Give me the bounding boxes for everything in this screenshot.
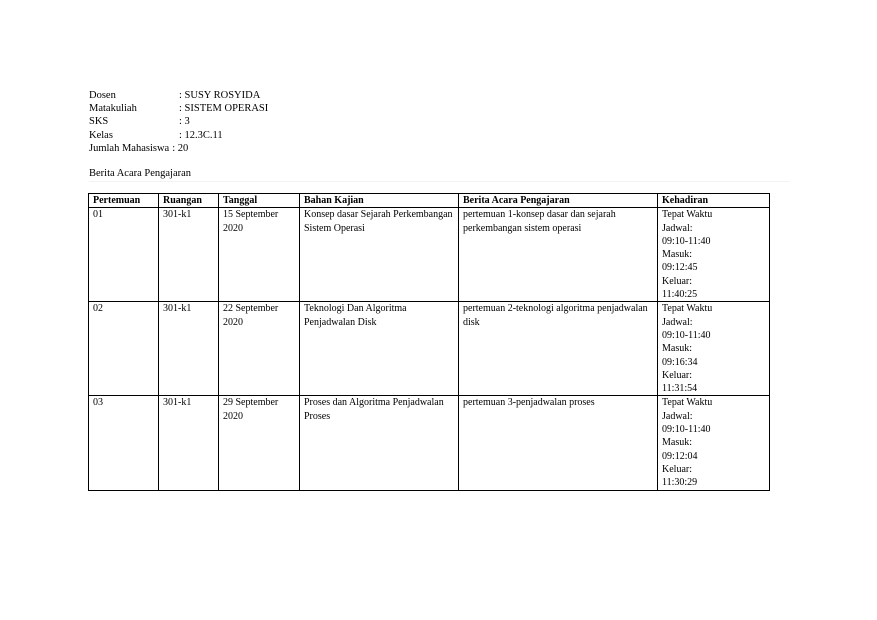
kehadiran-jadwal-value: 09:10-11:40 <box>662 329 711 341</box>
cell-tanggal: 15 September 2020 <box>219 208 300 302</box>
cell-kehadiran <box>658 396 770 490</box>
cell-bahan-kajian: Proses dan Algoritma Penjadwalan Proses <box>300 396 459 490</box>
cell-berita-acara: pertemuan 2-teknologi algoritma penjadwalan disk <box>459 302 658 396</box>
col-header-bahan-kajian: Bahan Kajian <box>300 194 459 208</box>
cell-tanggal: 29 September 2020 <box>219 396 300 490</box>
cell-pertemuan: 02 <box>89 302 159 396</box>
table-header-row <box>89 194 770 208</box>
cell-bahan-kajian: Teknologi Dan Algoritma Penjadwalan Disk <box>300 302 459 396</box>
kehadiran-jadwal-value: 09:10-11:40 <box>662 424 711 436</box>
table-row <box>89 302 770 396</box>
matakuliah-label: Matakuliah <box>89 103 137 115</box>
kehadiran-keluar-label: Keluar: <box>662 369 692 381</box>
kehadiran-status: Tepat Waktu <box>662 303 713 315</box>
col-header-pertemuan: Pertemuan <box>89 194 159 208</box>
kehadiran-status: Tepat Waktu <box>662 209 713 221</box>
cell-kehadiran <box>658 302 770 396</box>
info-jumlah-mahasiswa <box>89 142 268 155</box>
course-info <box>89 89 268 155</box>
kehadiran-keluar-label: Keluar: <box>662 463 692 475</box>
sks-value: : 3 <box>179 116 190 128</box>
kehadiran-masuk-value: 09:16:34 <box>662 356 698 368</box>
kehadiran-masuk-value: 09:12:45 <box>662 262 698 274</box>
col-header-kehadiran: Kehadiran <box>658 194 770 208</box>
col-header-ruangan: Ruangan <box>159 194 219 208</box>
cell-kehadiran <box>658 208 770 302</box>
table-row <box>89 396 770 490</box>
kehadiran-jadwal-value: 09:10-11:40 <box>662 235 711 247</box>
cell-tanggal: 22 September 2020 <box>219 302 300 396</box>
kehadiran-keluar-label: Keluar: <box>662 275 692 287</box>
info-dosen <box>89 89 268 102</box>
sks-label: SKS <box>89 116 109 128</box>
table-row <box>89 208 770 302</box>
kehadiran-jadwal-label: Jadwal: <box>662 222 693 234</box>
kehadiran-jadwal-label: Jadwal: <box>662 410 693 422</box>
cell-bahan-kajian: Konsep dasar Sejarah Perkembangan Sistem Operasi <box>300 208 459 302</box>
cell-ruangan: 301-k1 <box>159 396 219 490</box>
kelas-value: : 12.3C.11 <box>179 129 223 141</box>
cell-ruangan: 301-k1 <box>159 208 219 302</box>
col-header-tanggal: Tanggal <box>219 194 300 208</box>
cell-pertemuan: 03 <box>89 396 159 490</box>
jumlah-label: Jumlah Mahasiswa <box>89 142 170 154</box>
jumlah-value: : 20 <box>172 142 189 154</box>
kehadiran-keluar-value: 11:30:29 <box>662 477 698 489</box>
cell-berita-acara: pertemuan 3-penjadwalan proses <box>459 396 658 490</box>
info-matakuliah <box>89 102 268 115</box>
section-title: Berita Acara Pengajaran <box>89 168 789 182</box>
info-kelas <box>89 129 268 142</box>
kehadiran-keluar-value: 11:31:54 <box>662 383 698 395</box>
kehadiran-masuk-value: 09:12:04 <box>662 450 698 462</box>
kehadiran-masuk-label: Masuk: <box>662 437 692 449</box>
info-sks <box>89 115 268 128</box>
dosen-label: Dosen <box>89 90 116 101</box>
col-header-berita-acara: Berita Acara Pengajaran <box>459 194 658 208</box>
kehadiran-masuk-label: Masuk: <box>662 249 692 261</box>
kelas-label: Kelas <box>89 129 113 141</box>
cell-pertemuan: 01 <box>89 208 159 302</box>
cell-berita-acara: pertemuan 1-konsep dasar dan sejarah perkembangan sistem operasi <box>459 208 658 302</box>
matakuliah-value: : SISTEM OPERASI <box>179 103 269 115</box>
dosen-value: : SUSY ROSYIDA <box>179 90 261 101</box>
cell-ruangan: 301-k1 <box>159 302 219 396</box>
kehadiran-jadwal-label: Jadwal: <box>662 316 693 328</box>
kehadiran-status: Tepat Waktu <box>662 397 713 409</box>
berita-acara-table <box>88 193 770 491</box>
kehadiran-keluar-value: 11:40:25 <box>662 289 698 301</box>
kehadiran-masuk-label: Masuk: <box>662 343 692 355</box>
